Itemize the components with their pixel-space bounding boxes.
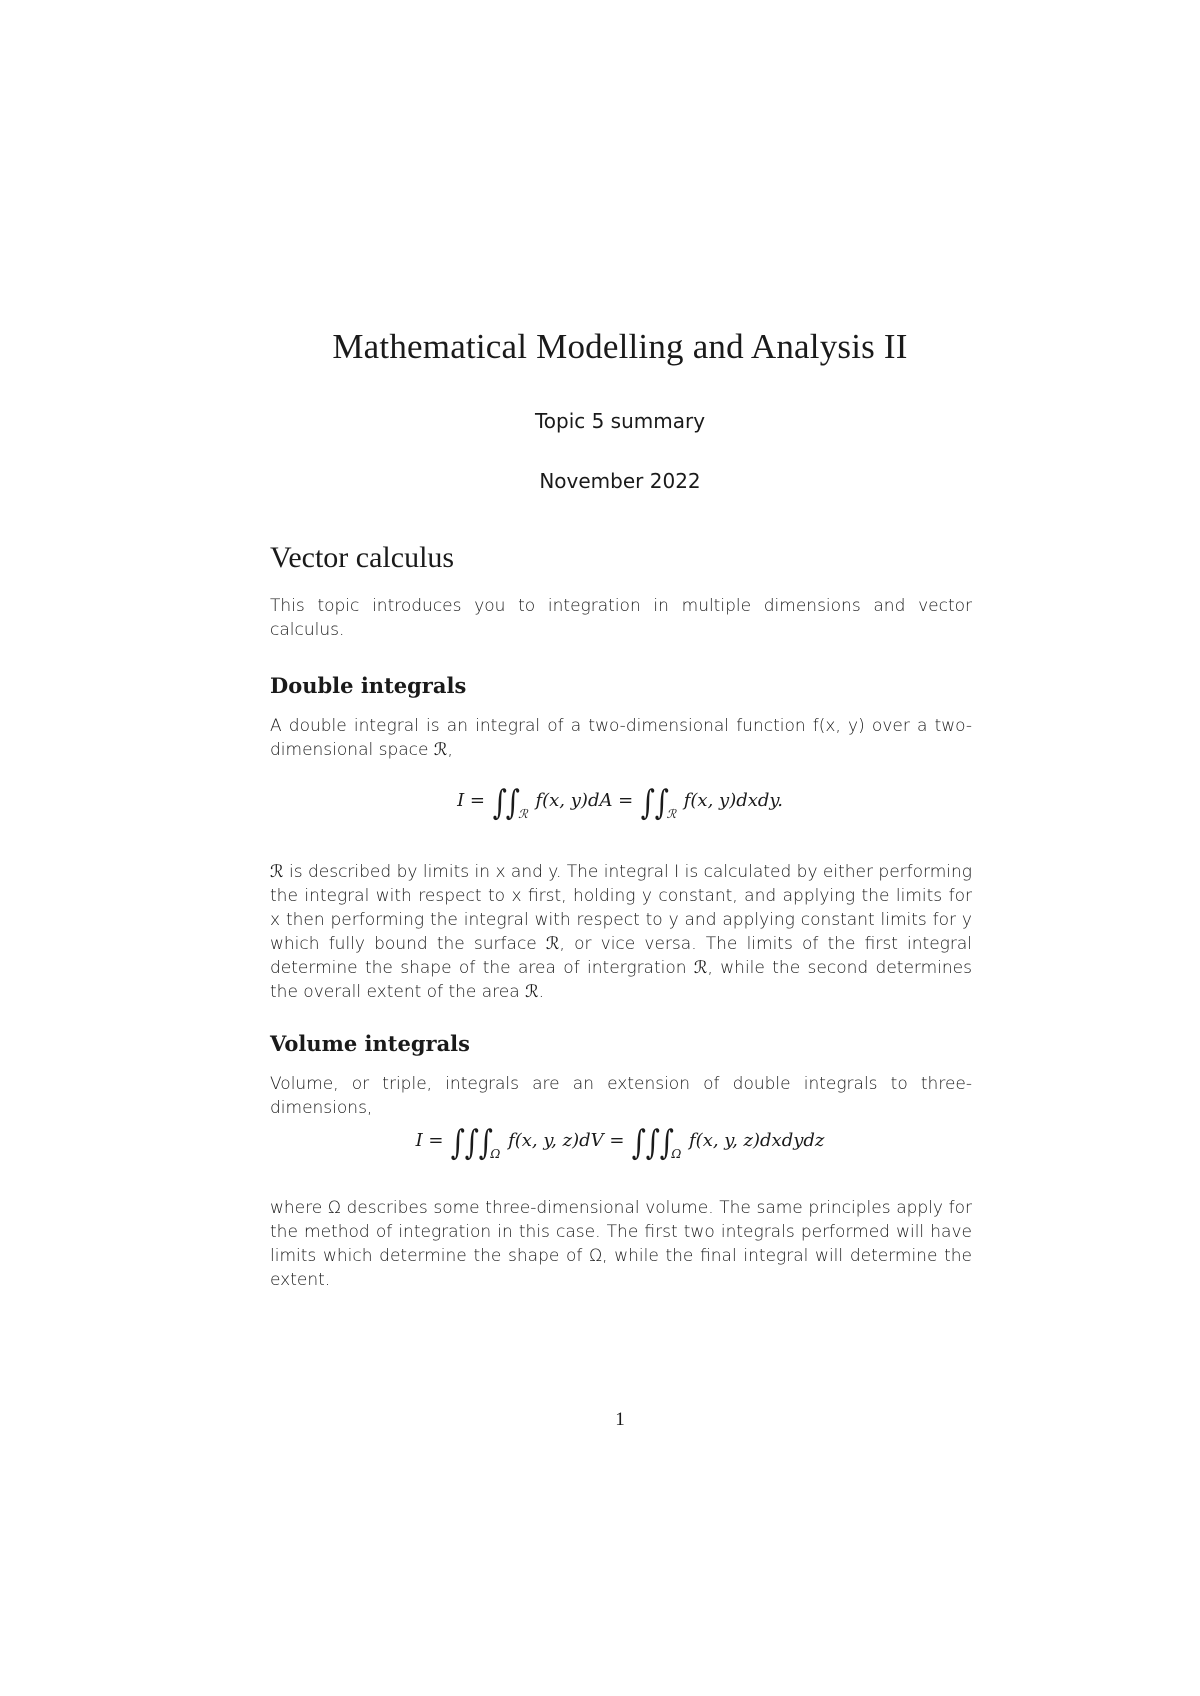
volume-integrals-paragraph: Volume, or triple, integrals are an extension of double integrals to three-dimensions, — [270, 1074, 972, 1118]
document-date: November 2022 — [539, 469, 701, 493]
integral-sign: ∫ — [478, 1123, 493, 1163]
region-subscript: Ω — [490, 1147, 501, 1161]
double-integrals-explanation: ℛ is described by limits in x and y. The integral I is calculated by either performing the integral with respect to x first, holding y constant, and applying the limits for x then performing the integral with respect to y and applying constant limits for y which fully bound the surface ℛ, or vice versa. The limits of the first integral determine the shape of the area of intergration ℛ, while the second determines the overall extent of the area ℛ. — [270, 862, 972, 1002]
integral-sign: ∫ — [464, 1123, 479, 1163]
equation-rhs: f(x, y)dxdy. — [683, 790, 783, 811]
integral-sign: ∫ — [451, 1123, 466, 1163]
integral-sign: ∫ — [631, 1123, 647, 1163]
region-subscript: ℛ — [518, 807, 528, 821]
equation-lhs: I = — [457, 790, 485, 811]
document-topic: Topic 5 summary — [534, 409, 706, 433]
integral-sign: ∫ — [645, 1123, 660, 1163]
equation-lhs: I = — [415, 1130, 444, 1151]
document-title: Mathematical Modelling and Analysis II — [332, 327, 908, 366]
volume-integral-equation — [270, 1123, 970, 1169]
double-integrals-heading: Double integrals — [270, 673, 467, 698]
region-subscript: ℛ — [666, 807, 677, 821]
integral-sign: ∫ — [640, 783, 655, 823]
region-subscript: Ω — [671, 1147, 682, 1161]
integral-sign: ∫ — [659, 1123, 674, 1163]
double-integral-equation — [270, 783, 970, 829]
integral-sign: ∫ — [654, 783, 669, 823]
integral-sign: ∫ — [506, 783, 521, 823]
page-number: 1 — [615, 1409, 625, 1430]
section-title: Vector calculus — [270, 541, 455, 574]
intro-paragraph: This topic introduces you to integration in multiple dimensions and vector calculus. — [270, 596, 972, 640]
volume-integrals-explanation: where Ω describes some three-dimensional volume. The same principles apply for the method of integration in this case. The first two integrals performed will have limits which determine the shape of Ω, while the final integral will determine the extent. — [270, 1198, 972, 1290]
equation-rhs: f(x, y, z)dxdydz — [689, 1130, 825, 1151]
integral-sign: ∫ — [492, 783, 507, 823]
volume-integrals-heading: Volume integrals — [270, 1031, 470, 1056]
equation-middle: f(x, y, z)dV = — [508, 1130, 625, 1151]
double-integrals-paragraph: A double integral is an integral of a two-dimensional function f(x, y) over a two-dimensional space ℛ, — [270, 716, 972, 760]
equation-middle: f(x, y)dA = — [535, 790, 634, 811]
